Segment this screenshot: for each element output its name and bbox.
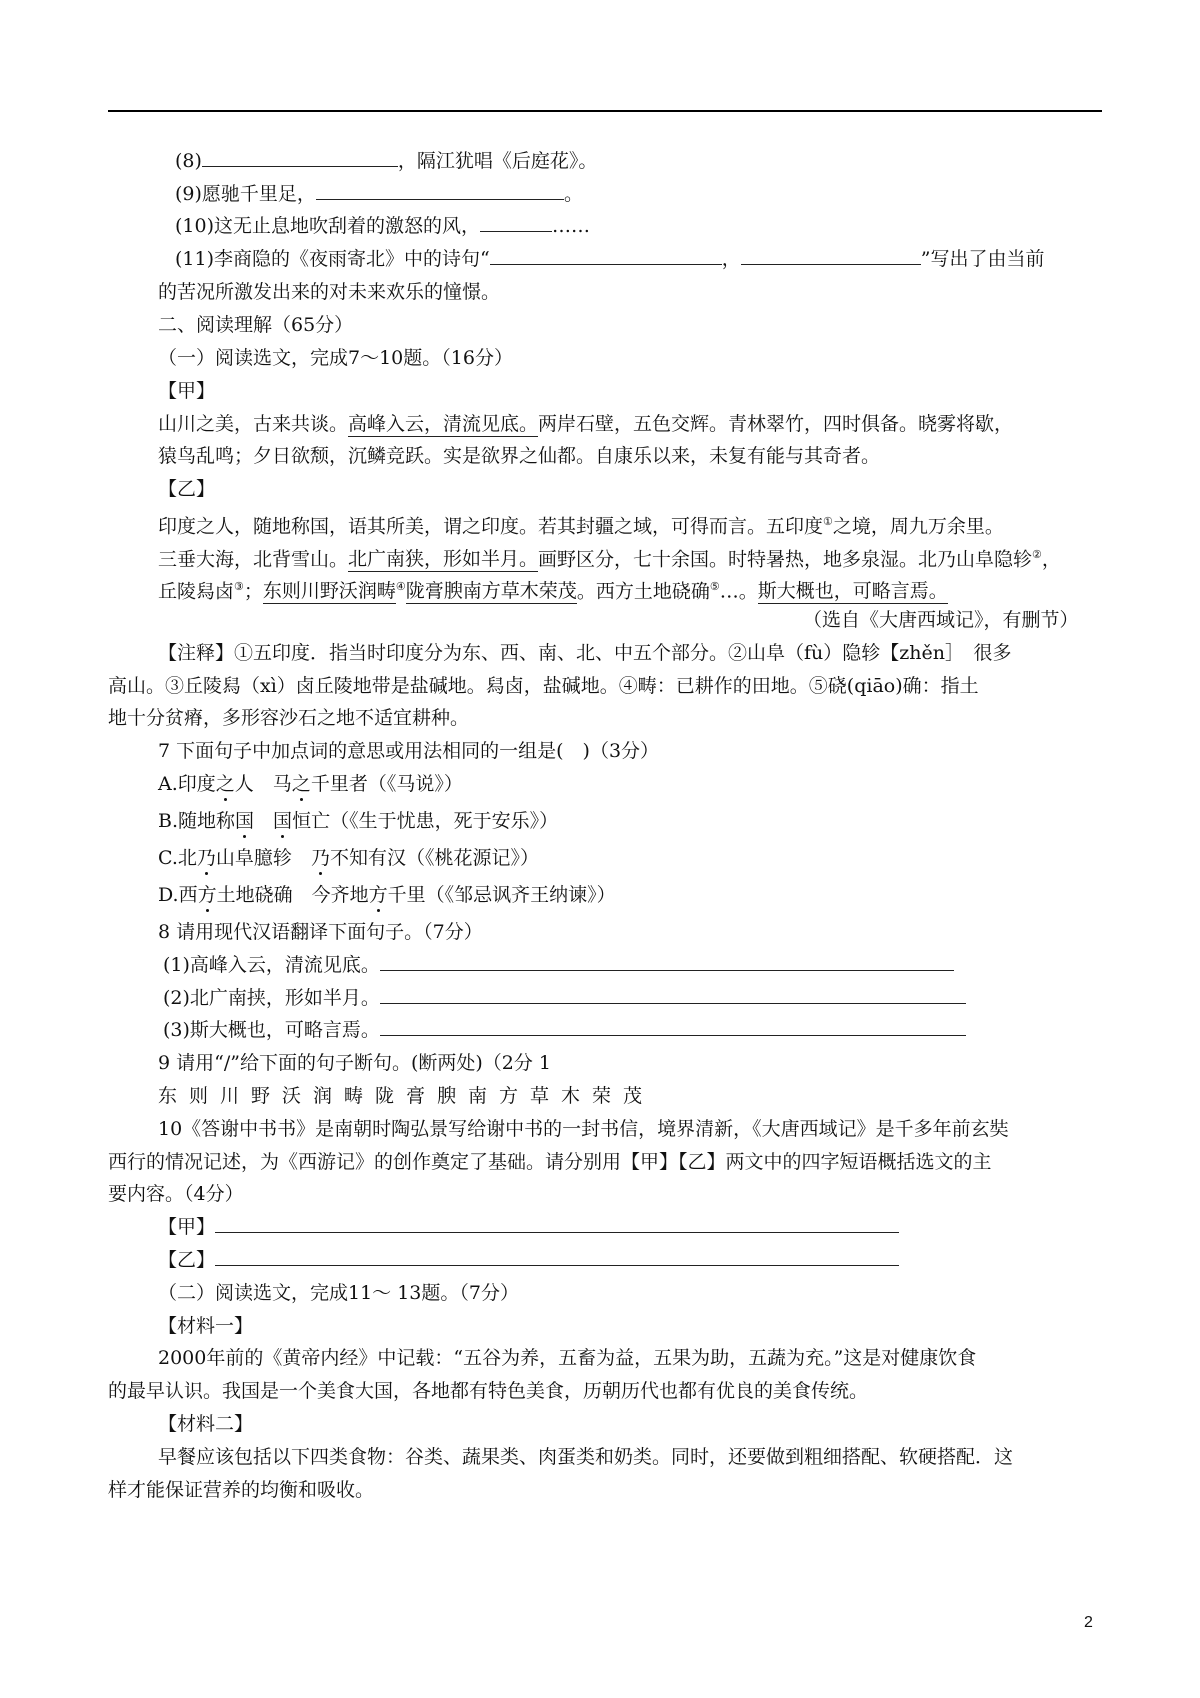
material-1-line-1: 2000年前的《黄帝内经》中记载：“五谷为养，五畜为益，五果为助，五蔬为充。”这是对健康饮食: [158, 1347, 977, 1369]
answer-line[interactable]: [215, 1245, 899, 1266]
part-2-intro: （二）阅读选文，完成11～ 13题。（7分）: [158, 1282, 519, 1304]
material-2-label: 【材料二】: [158, 1413, 254, 1435]
material-1-label: 【材料一】: [158, 1315, 254, 1337]
jia-text-line-2: 猿鸟乱鸣；夕日欲颓，沉鳞竞跃。实是欲界之仙都。自康乐以来，未复有能与其奇者。: [158, 445, 881, 467]
answer-line[interactable]: [380, 1015, 966, 1036]
notes-line-1: 【注释】①五印度．指当时印度分为东、西、南、北、中五个部分。②山阜（fù）隐轸【zhěn］ 很多: [158, 642, 1012, 664]
page-number: 2: [1084, 1614, 1093, 1631]
answer-blank[interactable]: [316, 179, 564, 200]
notes-line-3: 地十分贫瘠，多形容沙石之地不适宜耕种。: [108, 707, 470, 729]
q7-option-a[interactable]: A.印度之人 马之千里者（《马说》）: [158, 773, 463, 795]
q7-option-c[interactable]: C.北乃山阜臆轸 乃不知有汉（《桃花源记》）: [158, 847, 539, 869]
q8-sentence-3: (3)斯大概也，可略言焉。: [163, 1015, 966, 1045]
answer-blank[interactable]: [490, 244, 722, 265]
section-2-title: 二、阅读理解（65分）: [158, 314, 354, 336]
question-8-stem: 8 请用现代汉语翻译下面句子。（7分）: [158, 921, 483, 943]
q8-sentence-1: (1)高峰入云，清流见底。: [163, 950, 954, 980]
question-9-stem: 9 请用“/”给下面的句子断句。(断两处)（2分 1: [158, 1052, 551, 1074]
material-2-line-1: 早餐应该包括以下四类食物：谷类、蔬果类、肉蛋类和奶类。同时，还要做到粗细搭配、软硬搭配．这: [158, 1446, 1014, 1468]
answer-line[interactable]: [380, 983, 966, 1004]
jia-text-line-1: 山川之美，古来共谈。高峰入云，清流见底。两岸石壁，五色交辉。青林翠竹，四时俱备。晓雾将歇，: [158, 413, 1014, 435]
yi-label: 【乙】: [158, 478, 216, 500]
question-10-line-1: 10《答谢中书书》是南朝时陶弘景写给谢中书的一封书信，境界清新，《大唐西域记》是千多年前玄奘: [158, 1118, 1009, 1140]
answer-blank[interactable]: [741, 244, 921, 265]
fill-blank-11: (11)李商隐的《夜雨寄北》中的诗句“ ， ”写出了由当前: [175, 244, 1044, 274]
question-10-line-3: 要内容。（4分）: [108, 1183, 244, 1205]
fill-blank-10: (10)这无止息地吹刮着的激怒的风， ……: [175, 211, 590, 241]
q8-sentence-2: (2)北广南挟，形如半月。: [163, 983, 966, 1013]
notes-line-2: 高山。③丘陵舄（xì）卤丘陵地带是盐碱地。舄卤，盐碱地。④畴：已耕作的田地。⑤硗(qiāo)确：指土: [108, 675, 979, 697]
answer-blank[interactable]: [480, 211, 552, 232]
part-1-intro: （一）阅读选文，完成7～10题。（16分）: [158, 347, 513, 369]
answer-line[interactable]: [380, 950, 954, 971]
fill-blank-11-continued: 的苦况所激发出来的对未来欢乐的憧憬。: [158, 281, 501, 303]
q7-option-b[interactable]: B.随地称国 国恒亡（《生于忧患，死于安乐》）: [158, 810, 559, 832]
yi-text-line-2: 三垂大海，北背雪山。北广南狭，形如半月。画野区分，七十余国。时特暑热，地多泉湿。北乃山阜隐轸②，: [158, 548, 1061, 571]
answer-blank[interactable]: [202, 146, 398, 167]
yi-text-line-3: 丘陵舄卤③；东则川野沃润畴④陇膏腴南方草木荣茂。西方土地硗确⑤…。斯大概也，可略言焉。: [158, 580, 948, 603]
fill-blank-8: (8) ，隔江犹唱《后庭花》。: [175, 146, 597, 176]
q10-jia-answer: 【甲】: [158, 1212, 899, 1242]
material-1-line-2: 的最早认识。我国是一个美食大国，各地都有特色美食，历朝历代也都有优良的美食传统。: [108, 1380, 869, 1402]
question-7-stem: 7 下面句子中加点词的意思或用法相同的一组是( )（3分）: [158, 740, 660, 762]
question-10-line-2: 西行的情况记述，为《西游记》的创作奠定了基础。请分别用【甲】【乙】两文中的四字短语概括选文的主: [108, 1151, 992, 1173]
yi-text-line-1: 印度之人，随地称国，语其所美，谓之印度。若其封疆之域，可得而言。五印度①之境，周九万余里。: [158, 515, 1004, 538]
answer-line[interactable]: [215, 1212, 899, 1233]
source-citation: （选自《大唐西域记》，有删节）: [803, 609, 1079, 631]
q7-option-d[interactable]: D.西方土地硗确 今齐地方千里（《邹忌讽齐王纳谏》）: [158, 884, 616, 906]
q10-yi-answer: 【乙】: [158, 1245, 899, 1275]
jia-label: 【甲】: [158, 380, 216, 402]
fill-blank-9: (9)愿驰千里足， 。: [175, 179, 583, 209]
q9-sentence[interactable]: 东 则 川 野 沃 润 畴 陇 膏 腴 南 方 草 木 荣 茂: [158, 1085, 643, 1107]
header-rule: [108, 110, 1102, 112]
material-2-line-2: 样才能保证营养的均衡和吸收。: [108, 1479, 375, 1501]
